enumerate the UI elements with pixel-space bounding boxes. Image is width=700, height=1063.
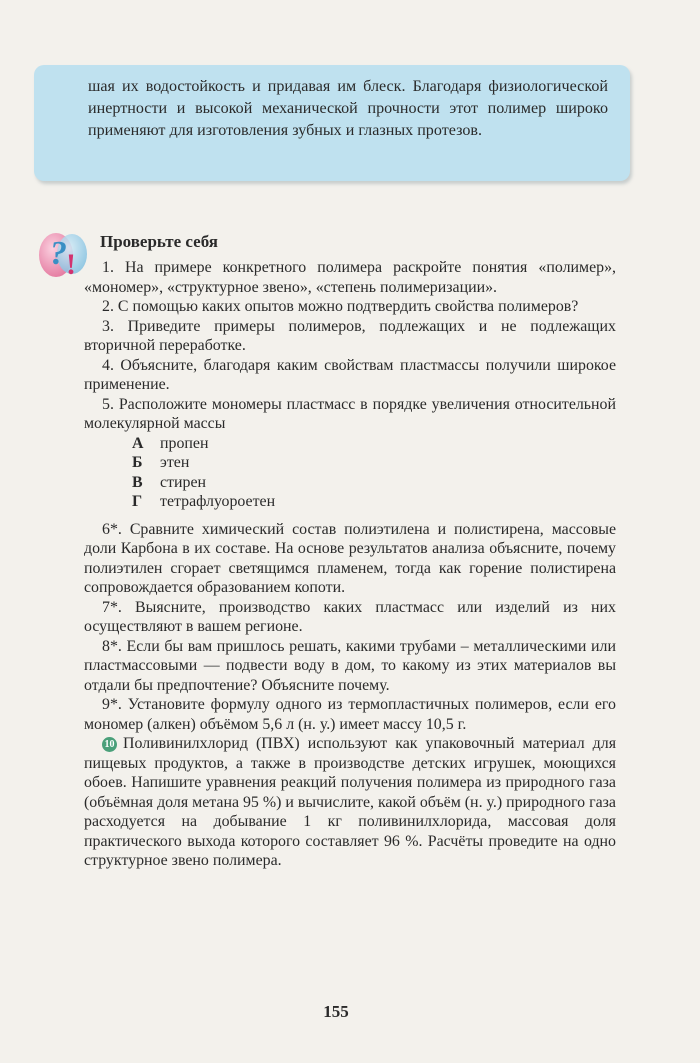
option-g: Г тетрафлуороетен <box>132 493 276 510</box>
question-10 <box>84 734 616 871</box>
question-8: 8*. Если бы вам пришлось решать, какими трубами – металлическими или пластмассовыми — подвести воду в дом, то какому из этих материалов вы отдали бы предпочтение? Объясните почему. <box>84 637 616 694</box>
question-4: 4. Объясните, благодаря каким свойствам пластмассы получили широкое применение. <box>84 356 616 393</box>
info-box-text: шая их водостойкость и придавая им блеск. Благодаря физиологической инертности и высокой механической прочности этот полимер широко применяют для изготовления зубных и глазных протезов. <box>88 78 608 139</box>
question-2: 2. С помощью каких опытов можно подтвердить свойства полимеров? <box>102 298 579 315</box>
page-number: 155 <box>323 1002 349 1021</box>
question-7: 7*. Выясните, производство каких пластмасс или изделий из них осуществляют в вашем регионе. <box>84 598 616 635</box>
question-9: 9*. Установите формулу одного из термопластичных полимеров, если его мономер (алкен) объёмом 5,6 л (н. у.) имеет массу 10,5 г. <box>84 696 616 733</box>
question-10-text: Поливинилхлорид (ПВХ) используют как упаковочный материал для пищевых продуктов, а также в производстве детских игрушек, моющихся обоев. Напишите уравнения реакций получения полимера из природного газа (объёмная доля метана 95 %) и вычислите, какой объём (н. у.) природного газа расходуется на добывание 1 кг поливинилхлорида, массовая доля практического выхода которого составляет 96 %. Расчёты проведите на одно структурное звено полимера. <box>84 735 616 869</box>
option-a: А пропен <box>132 434 209 452</box>
question-1: 1. На примере конкретного полимера раскройте понятия «полимер», «мономер», «структурное звено», «степень полимеризации». <box>84 259 616 296</box>
question-10-badge: 10 <box>102 737 117 752</box>
info-box <box>34 65 630 181</box>
option-v: В стирен <box>132 473 207 491</box>
question-5: 5. Расположите мономеры пластмасс в порядке увеличения относительной молекулярной массы <box>84 395 616 432</box>
question-3: 3. Приведите примеры полимеров, подлежащих и не подлежащих вторичной переработке. <box>84 317 616 354</box>
question-6: 6*. Сравните химический состав полиэтилена и полистирена, массовые доли Карбона в их составе. На основе результатов анализа объясните, почему полиэтилен сгорает светящимся пламенем, тогда как горение полистирена сопровождается образованием копоти. <box>84 520 616 596</box>
question-5-options <box>84 434 616 512</box>
svg-text:!: ! <box>66 248 76 281</box>
option-b: Б этен <box>132 454 190 471</box>
svg-text:?: ? <box>50 235 67 272</box>
questions-list <box>84 258 616 871</box>
section-title: Проверьте себя <box>100 232 218 251</box>
